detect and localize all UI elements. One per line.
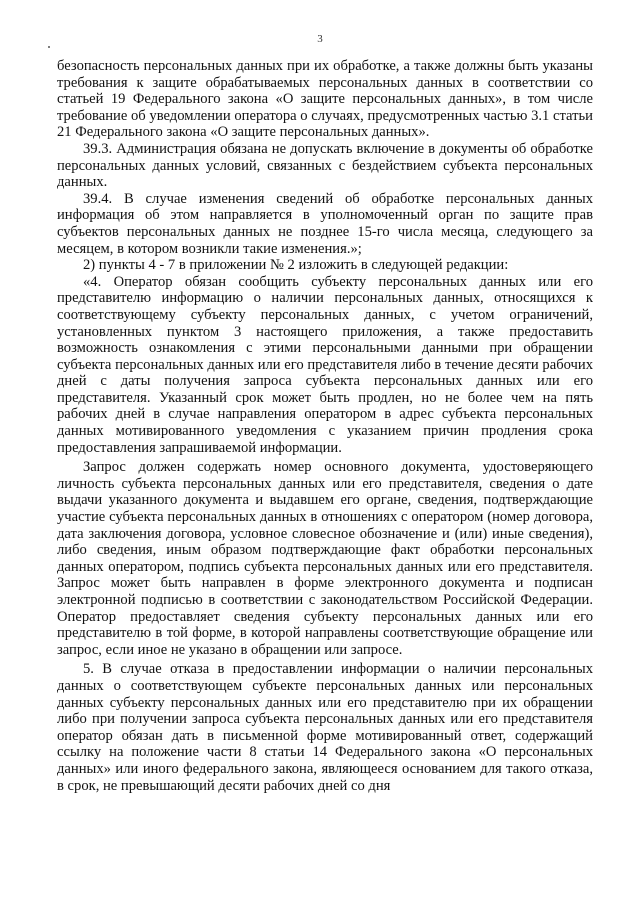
- paragraph-request: Запрос должен содержать номер основного документа, удостоверяющего личность субъекта персональных данных или его представителя, сведения о дате выдачи указанного документа и выдавшем его органе, сведения, подтверждающие участие субъекта персональных данных в отношениях с оператором (номер договора, дата заключения договора, условное словесное обозначение и (или) иные сведения), либо сведения, иным образом подтверждающие факт обработки персональных данных оператором, подпись субъекта персональных данных или его представителя. Запрос может быть направлен в форме электронного документа и подписан электронной подписью в соответствии с законодательством Российской Федерации. Оператор предоставляет сведения субъекту персональных данных или его представителю в той форме, в которой направлены соответствующие обращение или запрос, если иное не указано в обращении или запросе.: [57, 459, 593, 658]
- paragraph-39-4: 39.4. В случае изменения сведений об обработке персональных данных информация об этом направляется в уполномоченный орган по защите прав субъектов персональных данных не позднее 15-го числа месяца, следующего за месяцем, в котором возникли такие изменения.»;: [57, 190, 593, 257]
- document-body: [57, 58, 593, 794]
- paragraph-point-5: 5. В случае отказа в предоставлении информации о наличии персональных данных о соответствующем субъекте персональных данных или персональных данных субъекту персональных данных или его представителю при их обращении либо при получении запроса субъекта персональных данных или его представителя оператор обязан дать в письменной форме мотивированный ответ, содержащий ссылку на положение части 8 статьи 14 Федерального закона «О персональных данных» или иного федерального закона, являющееся основанием для такого отказа, в срок, не превышающий десяти рабочих дней со дня: [57, 661, 593, 794]
- page-number: 3: [317, 33, 323, 45]
- paragraph-point-4: «4. Оператор обязан сообщить субъекту персональных данных или его представителю информацию о наличии персональных данных, относящихся к соответствующему субъекту персональных данных, с учетом ограничений, установленных пунктом 3 настоящего приложения, а также предоставить возможность ознакомления с этими персональными данными при обращении субъекта персональных данных или его представителя либо в течение десяти рабочих дней с даты получения запроса субъекта персональных данных или его представителя. Указанный срок может быть продлен, но не более чем на пять рабочих дней в случае направления оператором в адрес субъекта персональных данных мотивированного уведомления с указанием причин продления срока предоставления запрашиваемой информации.: [57, 273, 593, 456]
- scan-speck: [48, 46, 50, 48]
- paragraph-continuation: безопасность персональных данных при их обработке, а также должны быть указаны требования к защите обрабатываемых персональных данных в соответствии со статьей 19 Федерального закона «О защите персональных данных», в том числе требование об уведомлении оператора о случаях, предусмотренных частью 3.1 статьи 21 Федерального закона «О защите персональных данных».: [57, 58, 593, 141]
- paragraph-39-3: 39.3. Администрация обязана не допускать включение в документы об обработке персональных данных условий, связанных с бездействием субъекта персональных данных.: [57, 140, 593, 191]
- paragraph-item-2: 2) пункты 4 - 7 в приложении № 2 изложить в следующей редакции:: [83, 257, 509, 274]
